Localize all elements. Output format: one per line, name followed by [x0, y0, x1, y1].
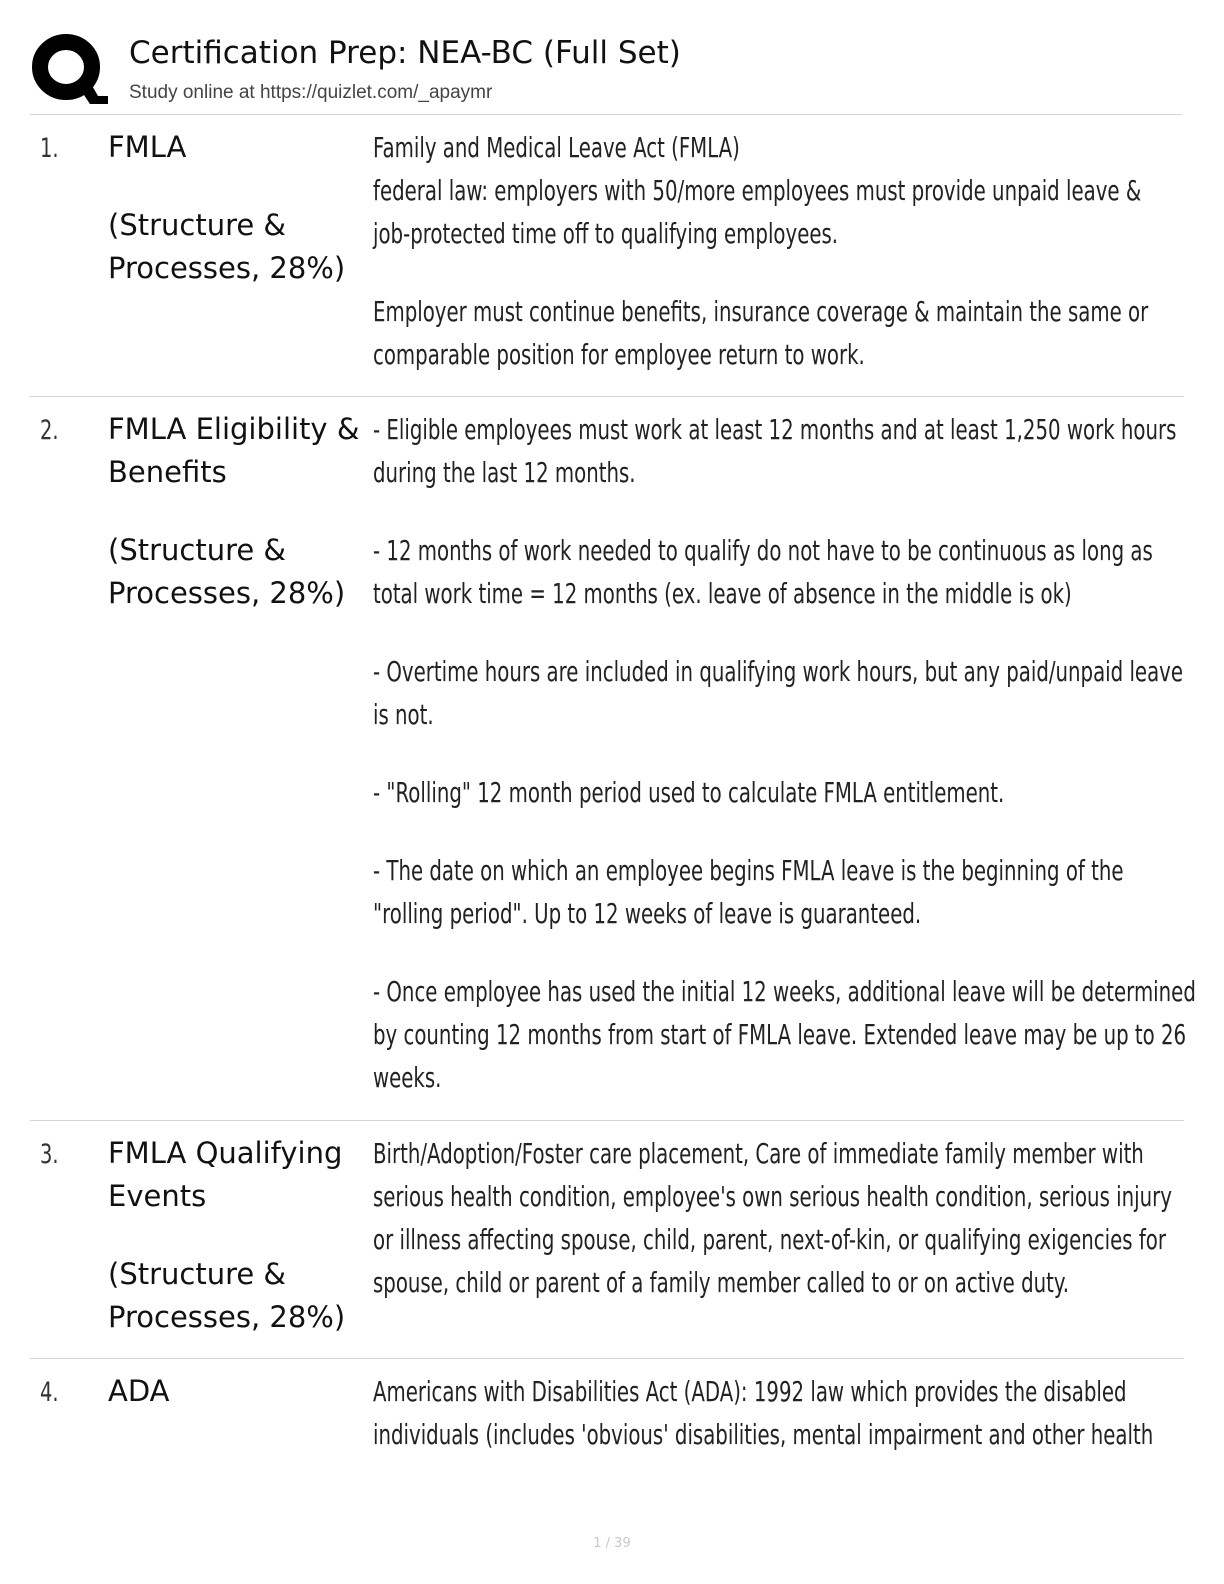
term-spacer [108, 494, 378, 529]
card-number: 4. [40, 1377, 59, 1408]
term-line: (Structure & [108, 1257, 287, 1291]
definition-line: - 12 months of work needed to qualify do not have to be continuous as long as [373, 534, 1153, 567]
definition-line: or illness affecting spouse, child, parent, next-of-kin, or qualifying exigencies for [373, 1223, 1166, 1256]
definition-spacer [373, 736, 1163, 771]
definition-line: federal law: employers with 50/more employees must provide unpaid leave & [373, 174, 1142, 207]
term-line: Events [108, 1179, 207, 1213]
page-header [30, 28, 1182, 115]
definition-line: during the last 12 months. [373, 456, 636, 489]
definition-line: weeks. [373, 1061, 442, 1094]
definition-line: total work time = 12 months (ex. leave of absence in the middle is ok) [373, 577, 1072, 610]
term-line: Benefits [108, 455, 227, 489]
term-spacer [108, 1218, 378, 1253]
definition-line: - Eligible employees must work at least 12 months and at least 1,250 work hours [373, 413, 1177, 446]
study-online-link[interactable]: Study online at https://quizlet.com/_apaymr [129, 82, 493, 103]
definition-line: spouse, child or parent of a family member called to or on active duty. [373, 1266, 1070, 1299]
definition-line: Family and Medical Leave Act (FMLA) [373, 131, 740, 164]
card-definition [373, 408, 1196, 1099]
card-term [108, 1370, 378, 1413]
term-spacer [108, 169, 378, 204]
definition-spacer [373, 935, 1163, 970]
flashcard-row [30, 1132, 1184, 1359]
definition-line: "rolling period". Up to 12 weeks of leave is guaranteed. [373, 897, 922, 930]
definition-line: serious health condition, employee's own serious health condition, serious injury [373, 1180, 1172, 1213]
definition-line: by counting 12 months from start of FMLA leave. Extended leave may be up to 26 [373, 1018, 1187, 1051]
definition-line: job-protected time off to qualifying employees. [373, 217, 839, 250]
term-line: FMLA [108, 130, 187, 164]
term-line: ADA [108, 1374, 170, 1408]
term-line: (Structure & [108, 533, 287, 567]
card-number: 1. [40, 133, 59, 164]
card-term [108, 126, 378, 290]
definition-line: - Once employee has used the initial 12 weeks, additional leave will be determined [373, 975, 1196, 1008]
card-definition [373, 1370, 1163, 1456]
definition-line: Birth/Adoption/Foster care placement, Care of immediate family member with [373, 1137, 1144, 1170]
term-line: FMLA Qualifying [108, 1136, 343, 1170]
flashcard-row [30, 126, 1184, 397]
definition-spacer [373, 494, 1163, 529]
flashcard-row [30, 1370, 1184, 1470]
flashcard-row [30, 408, 1196, 1121]
page-number: 1 / 39 [593, 1536, 631, 1551]
set-title: Certification Prep: NEA-BC (Full Set) [129, 35, 681, 71]
definition-line: - Overtime hours are included in qualifying work hours, but any paid/unpaid leave [373, 655, 1184, 688]
card-term [108, 1132, 378, 1339]
definition-line: comparable position for employee return to work. [373, 338, 865, 371]
term-line: Processes, 28%) [108, 1300, 346, 1334]
definition-line: is not. [373, 698, 434, 731]
definition-line: Americans with Disabilities Act (ADA): 1992 law which provides the disabled [373, 1375, 1127, 1408]
definition-spacer [373, 615, 1163, 650]
definition-line: Employer must continue benefits, insurance coverage & maintain the same or [373, 295, 1149, 328]
card-definition [373, 126, 1163, 376]
card-term [108, 408, 378, 615]
definition-line: - "Rolling" 12 month period used to calculate FMLA entitlement. [373, 776, 1005, 809]
definition-spacer [373, 814, 1163, 849]
definition-line: - The date on which an employee begins FMLA leave is the beginning of the [373, 854, 1124, 887]
card-number: 2. [40, 415, 59, 446]
term-line: FMLA Eligibility & [108, 412, 360, 446]
card-number: 3. [40, 1139, 59, 1170]
term-line: Processes, 28%) [108, 251, 346, 285]
definition-line: individuals (includes 'obvious' disabilities, mental impairment and other health [373, 1418, 1154, 1451]
definition-spacer [373, 255, 1163, 290]
quizlet-logo-icon [30, 30, 108, 108]
term-line: (Structure & [108, 208, 287, 242]
card-definition [373, 1132, 1172, 1304]
term-line: Processes, 28%) [108, 576, 346, 610]
